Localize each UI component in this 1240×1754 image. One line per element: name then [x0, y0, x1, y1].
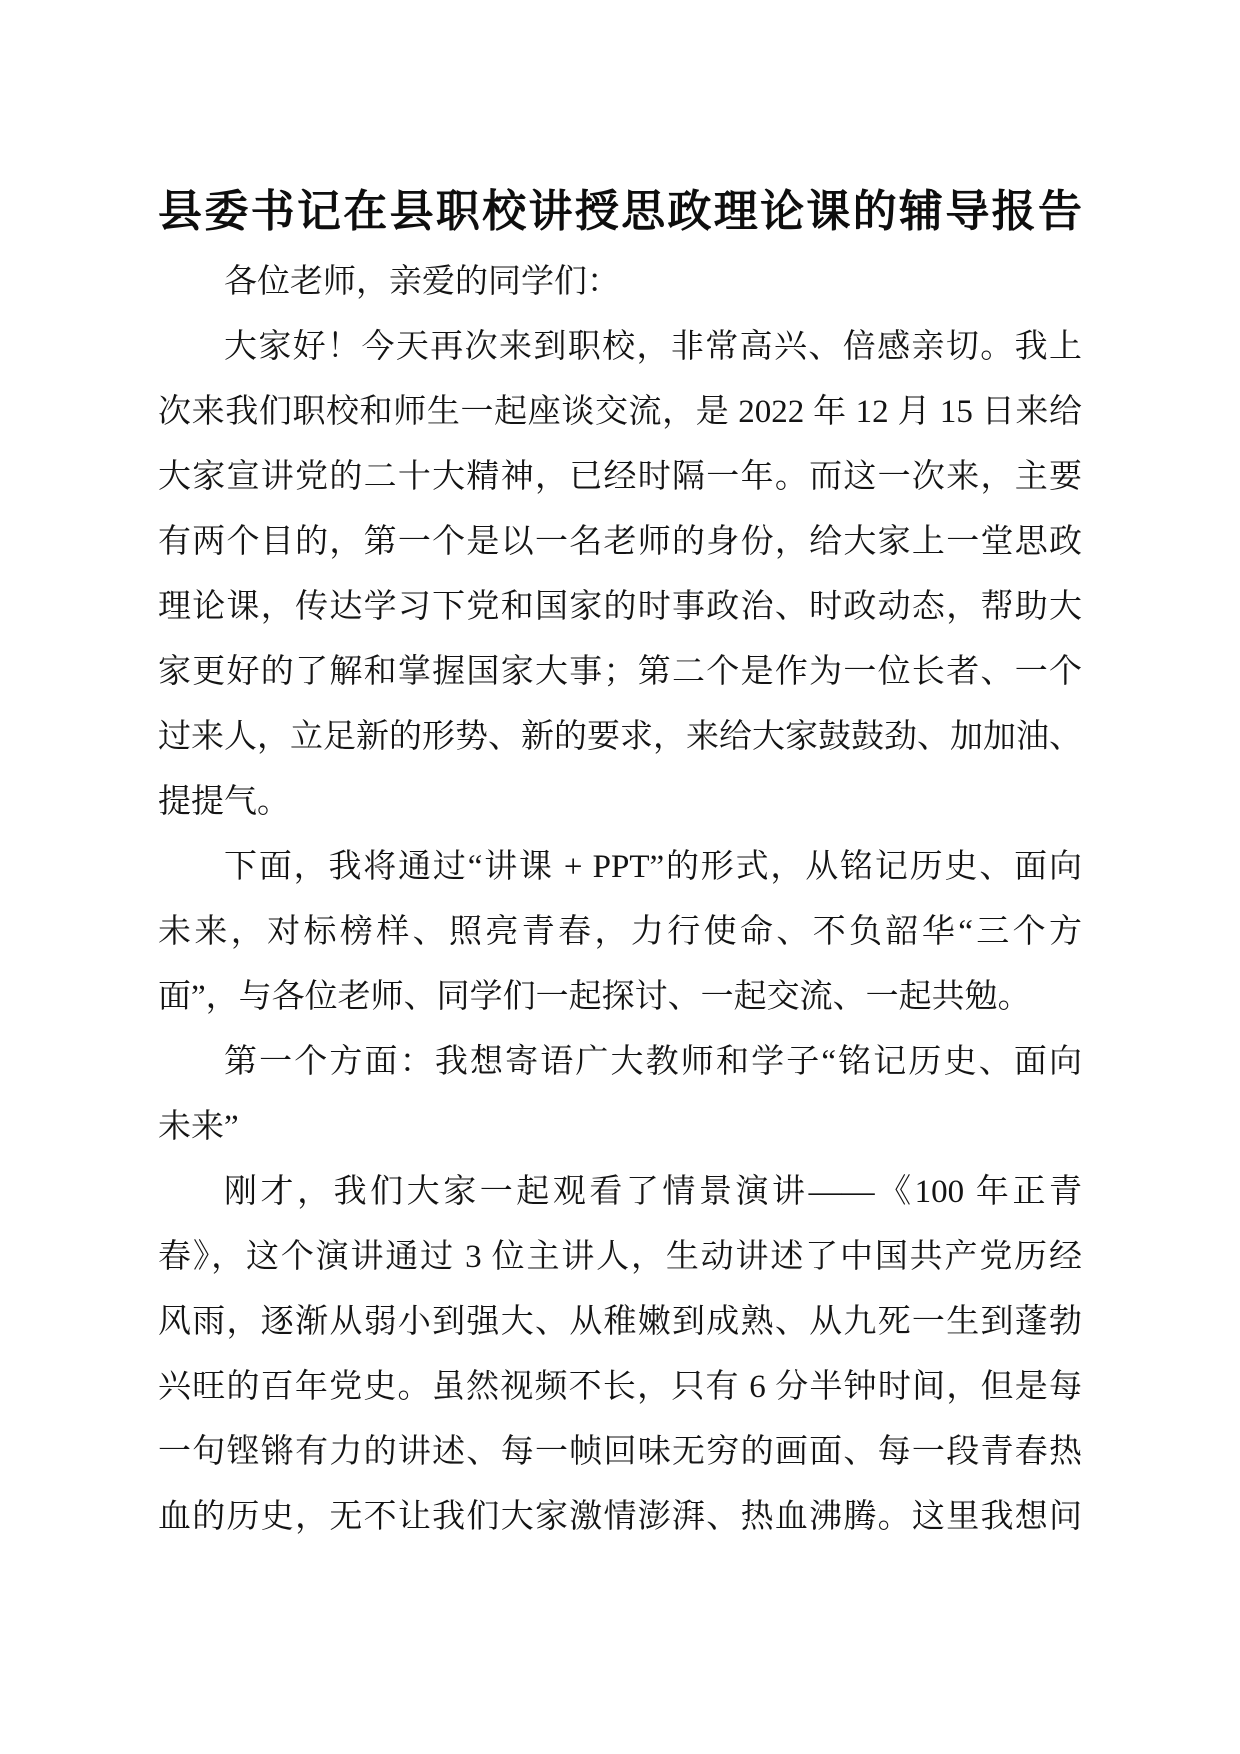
text-line: 春》，这个演讲通过 3 位主讲人，生动讲述了中国共产党历经: [158, 1239, 1082, 1275]
text-line: 风雨，逐渐从弱小到强大、从稚嫩到成熟、从九死一生到蓬勃: [158, 1304, 1082, 1340]
text-line: 理论课，传达学习下党和国家的时事政治、时政动态，帮助大: [158, 589, 1082, 625]
paragraph-body: [158, 1160, 1082, 1550]
text-line: 各位老师，亲爱的同学们：: [224, 264, 620, 300]
text-line: 血的历史，无不让我们大家激情澎湃、热血沸腾。这里我想问: [158, 1499, 1082, 1535]
paragraph-salutation: [158, 250, 1082, 315]
text-line: 未来”: [158, 1109, 239, 1145]
text-line: 一句铿锵有力的讲述、每一帧回味无穷的画面、每一段青春热: [158, 1434, 1082, 1470]
document-body: [158, 250, 1082, 1550]
text-line: 有两个目的，第一个是以一名老师的身份，给大家上一堂思政: [158, 524, 1082, 560]
text-line: 大家好！今天再次来到职校，非常高兴、倍感亲切。我上: [224, 329, 1082, 365]
text-line: 提提气。: [158, 784, 290, 820]
text-line: 未来，对标榜样、照亮青春，力行使命、不负韶华“三个方: [158, 914, 1082, 950]
text-line: 过来人，立足新的形势、新的要求，来给大家鼓鼓劲、加加油、: [158, 719, 1082, 755]
text-line: 兴旺的百年党史。虽然视频不长，只有 6 分半钟时间，但是每: [158, 1369, 1082, 1405]
paragraph-greeting: [158, 315, 1082, 835]
text-line: 面”，与各位老师、同学们一起探讨、一起交流、一起共勉。: [158, 979, 1031, 1015]
text-line: 家更好的了解和掌握国家大事；第二个是作为一位长者、一个: [158, 654, 1082, 690]
text-line: 刚才，我们大家一起观看了情景演讲——《100 年正青: [224, 1174, 1082, 1210]
document-title: 县委书记在县职校讲授思政理论课的辅导报告: [158, 187, 1082, 236]
paragraph-section-heading: [158, 1030, 1082, 1160]
text-line: 大家宣讲党的二十大精神，已经时隔一年。而这一次来，主要: [158, 459, 1082, 495]
text-line: 次来我们职校和师生一起座谈交流，是 2022 年 12 月 15 日来给: [158, 394, 1082, 430]
text-line: 下面，我将通过“讲课 + PPT”的形式，从铭记历史、面向: [224, 849, 1082, 885]
text-line: 第一个方面：我想寄语广大教师和学子“铭记历史、面向: [224, 1044, 1082, 1080]
paragraph-outline: [158, 835, 1082, 1030]
